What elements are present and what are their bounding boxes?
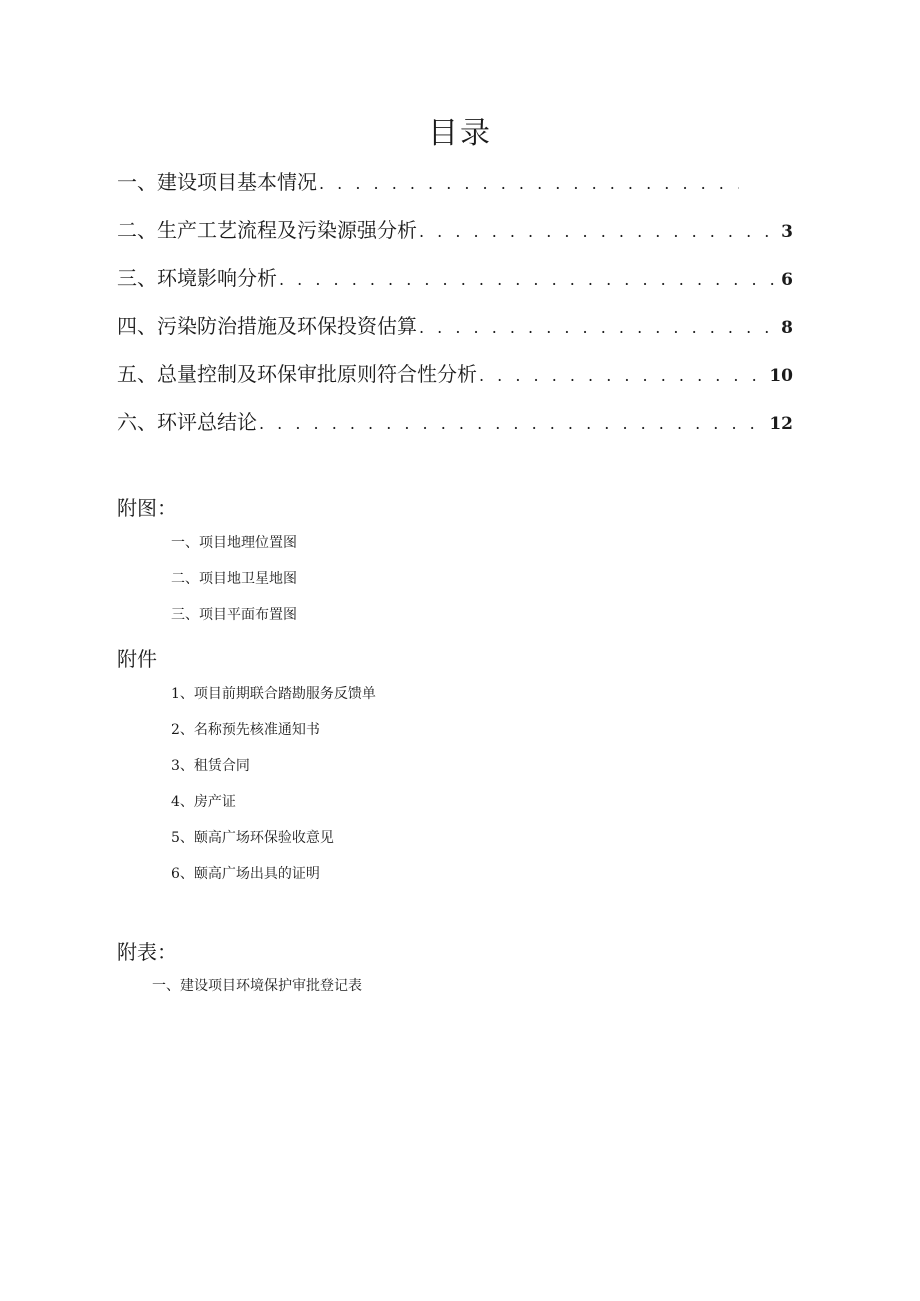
list-item: 5、颐高广场环保验收意见 [171,830,334,846]
toc-page-number: 6 [781,270,793,290]
tables-list [152,976,362,1012]
toc-entry-1[interactable] [117,166,793,214]
toc-leader-dots [319,174,739,193]
toc-leader-dots [419,222,777,241]
toc-list [117,166,793,454]
toc-entry-label: 五、总量控制及环保审批原则符合性分析 [117,362,477,386]
list-item: 一、项目地理位置图 [171,535,297,551]
toc-page-number: 3 [781,222,793,242]
toc-leader-dots [479,366,765,385]
toc-entry-label: 二、生产工艺流程及污染源强分析 [117,218,417,242]
toc-page-number: 12 [769,414,793,434]
attachments-heading: 附件 [117,647,157,671]
toc-leader-dots [259,414,765,433]
toc-entry-2[interactable] [117,214,793,262]
toc-entry-6[interactable] [117,406,793,454]
toc-entry-label: 四、污染防治措施及环保投资估算 [117,314,417,338]
attachments-list [171,684,376,900]
toc-entry-label: 六、环评总结论 [117,410,257,434]
toc-leader-dots [279,270,777,289]
toc-page-number: 10 [769,366,793,386]
list-item: 4、房产证 [171,794,236,810]
toc-page-number: 8 [781,318,793,338]
toc-title: 目录 [428,116,492,151]
tables-heading: 附表： [117,940,177,964]
toc-entry-3[interactable] [117,262,793,310]
toc-entry-label: 三、环境影响分析 [117,266,277,290]
list-item: 1、项目前期联合踏勘服务反馈单 [171,686,376,702]
list-item: 二、项目地卫星地图 [171,571,297,587]
list-item: 一、建设项目环境保护审批登记表 [152,978,362,994]
toc-leader-dots [419,318,777,337]
toc-entry-4[interactable] [117,310,793,358]
figures-heading: 附图： [117,496,177,520]
toc-entry-5[interactable] [117,358,793,406]
figures-list [171,533,297,641]
list-item: 2、名称预先核准通知书 [171,722,320,738]
toc-entry-label: 一、建设项目基本情况 [117,170,317,194]
list-item: 6、颐高广场出具的证明 [171,866,320,882]
list-item: 三、项目平面布置图 [171,607,297,623]
list-item: 3、租赁合同 [171,758,250,774]
